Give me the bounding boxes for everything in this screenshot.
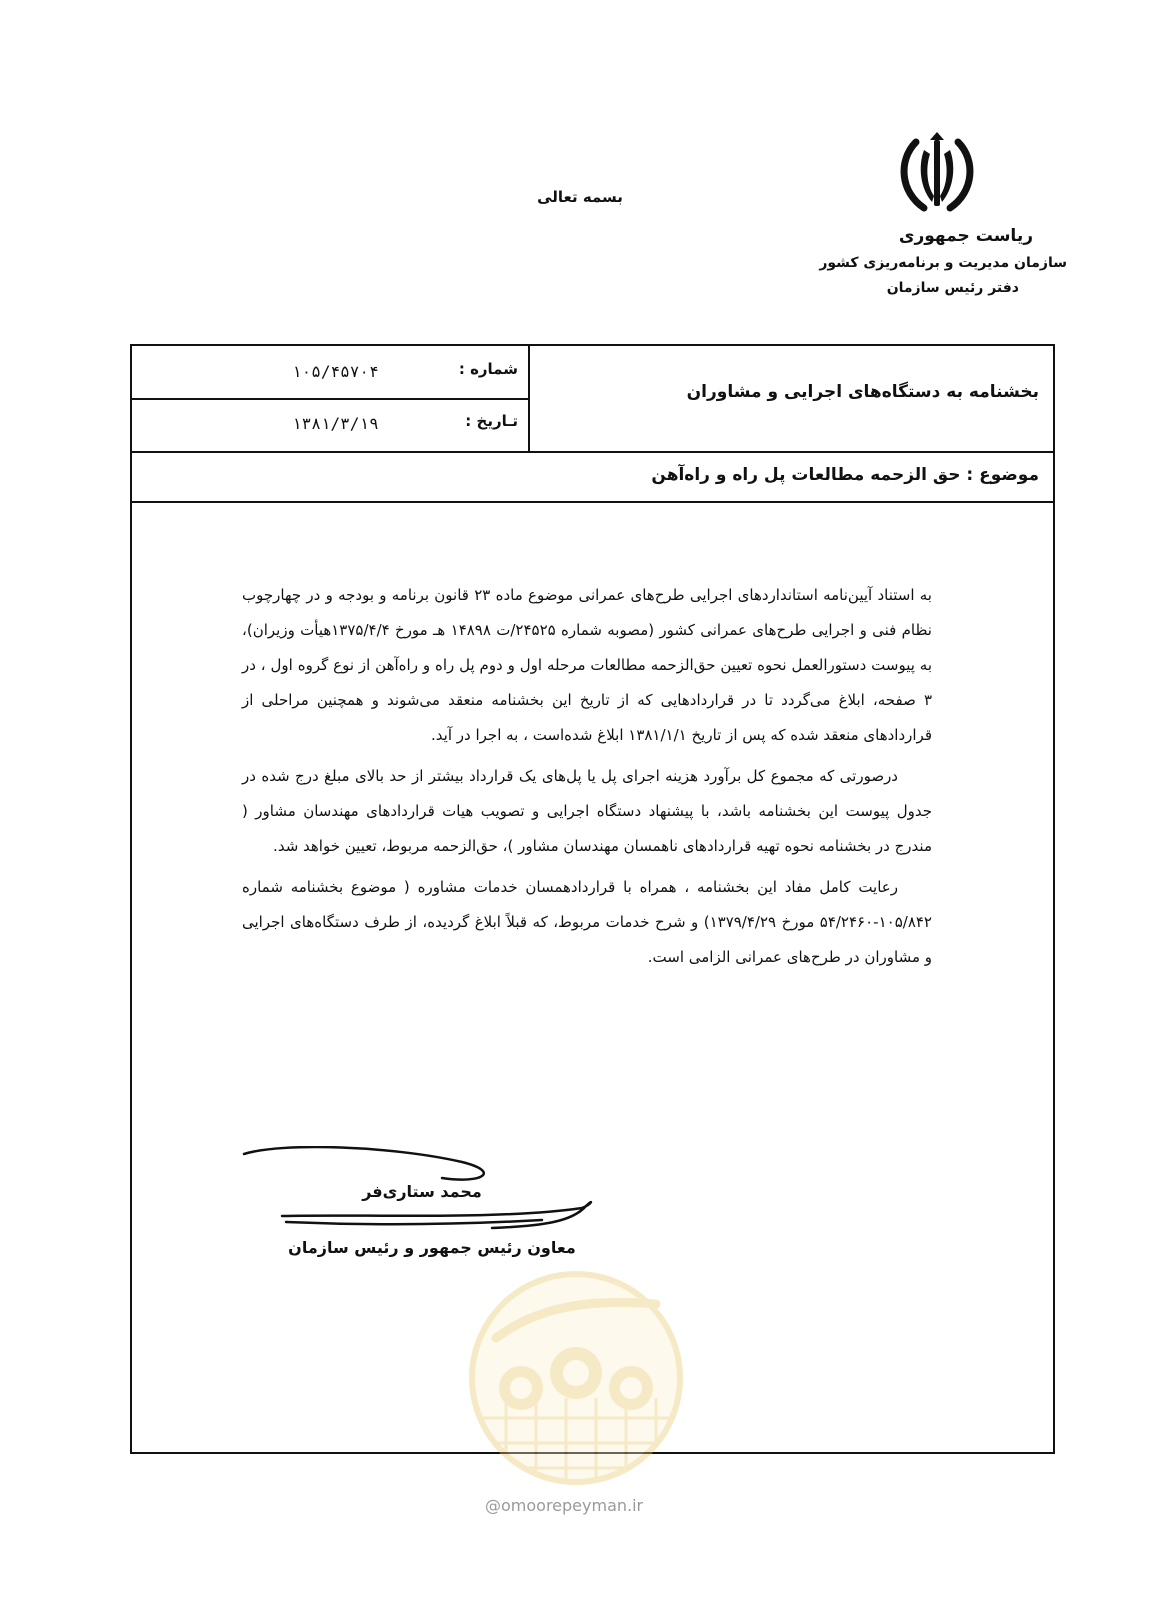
- org-line-presidency: ریاست جمهوری: [898, 226, 1033, 246]
- invocation-text: بسمه تعالی: [537, 188, 623, 206]
- organization-header: [767, 226, 1067, 296]
- watermark-website: @omoorepeyman.ir: [485, 1496, 644, 1515]
- number-row: [132, 346, 528, 400]
- subject-row: [132, 451, 1053, 503]
- date-row: [132, 398, 528, 450]
- subject-text: موضوع : حق الزحمه مطالعات پل راه و راه‌آهن: [651, 465, 1039, 485]
- date-value: ۱۳۸۱/۳/۱۹: [292, 414, 379, 433]
- iran-emblem-icon: [894, 130, 980, 216]
- circular-title-box: [530, 346, 1053, 451]
- letter-body: [242, 578, 932, 981]
- number-label: شماره :: [458, 360, 518, 378]
- body-paragraph-2: درصورتی که مجموع کل برآورد هزینه اجرای پل یا پل‌های یک قرارداد بیشتر از حد بالای مبلغ درج شده در جدول پیوست این بخشنامه باشد، با پیشنهاد دستگاه اجرایی و تصویب هیات قراردادهای مهندسان مشاور ( مندرج در بخشنامه نحوه تهیه قراردادهای ناهمسان مهندسان مشاور )، حق‌الزحمه مربوط، تعیین خواهد شد.: [242, 767, 932, 855]
- date-label: تـاریخ :: [465, 412, 518, 430]
- signatory-name: محمد ستاری‌فر: [362, 1182, 482, 1201]
- org-line-organization: سازمان مدیریت و برنامه‌ریزی کشور: [819, 255, 1067, 271]
- body-paragraph-1: به استناد آیین‌نامه استانداردهای اجرایی طرح‌های عمرانی موضوع ماده ۲۳ قانون برنامه و بودجه و در چهارچوب نظام فنی و اجرایی طرح‌های عمرانی کشور (مصوبه شماره ۲۴۵۲۵/ت ۱۴۸۹۸ هـ مورخ ۱۳۷۵/۴/۴هیأت وزیران)، به پیوست دستورالعمل نحوه تعیین حق‌الزحمه مطالعات مرحله اول و دوم پل راه و راه‌آهن از نوع گروه اول ، در ۳ صفحه، ابلاغ می‌گردد تا در قراردادهایی که از تاریخ این بخشنامه منعقد می‌شوند و همچنین مراحلی از قراردادهای منعقد شده که پس از تاریخ ۱۳۸۱/۱/۱ ابلاغ شده‌است ، به اجرا در آید.: [242, 586, 932, 744]
- number-value: ۱۰۵/۴۵۷۰۴: [292, 362, 379, 381]
- org-line-office: دفتر رئیس سازمان: [886, 280, 1019, 296]
- omoorepeyman-logo: [466, 1268, 686, 1488]
- meta-box: [132, 346, 530, 451]
- body-paragraph-3: رعایت کامل مفاد این بخشنامه ، همراه با قراردادهمسان خدمات مشاوره ( موضوع بخشنامه شماره ۱۰۵/۸۴۲-۵۴/۲۴۶۰ مورخ ۱۳۷۹/۴/۲۹) و شرح خدمات مربوط، که قبلاً ابلاغ گردیده، از طرف دستگاه‌های اجرایی و مشاوران در طرح‌های عمرانی الزامی است.: [242, 878, 932, 966]
- circular-title: بخشنامه به دستگاه‌های اجرایی و مشاوران: [686, 382, 1039, 402]
- signatory-title: معاون رئیس جمهور و رئیس سازمان: [288, 1238, 576, 1257]
